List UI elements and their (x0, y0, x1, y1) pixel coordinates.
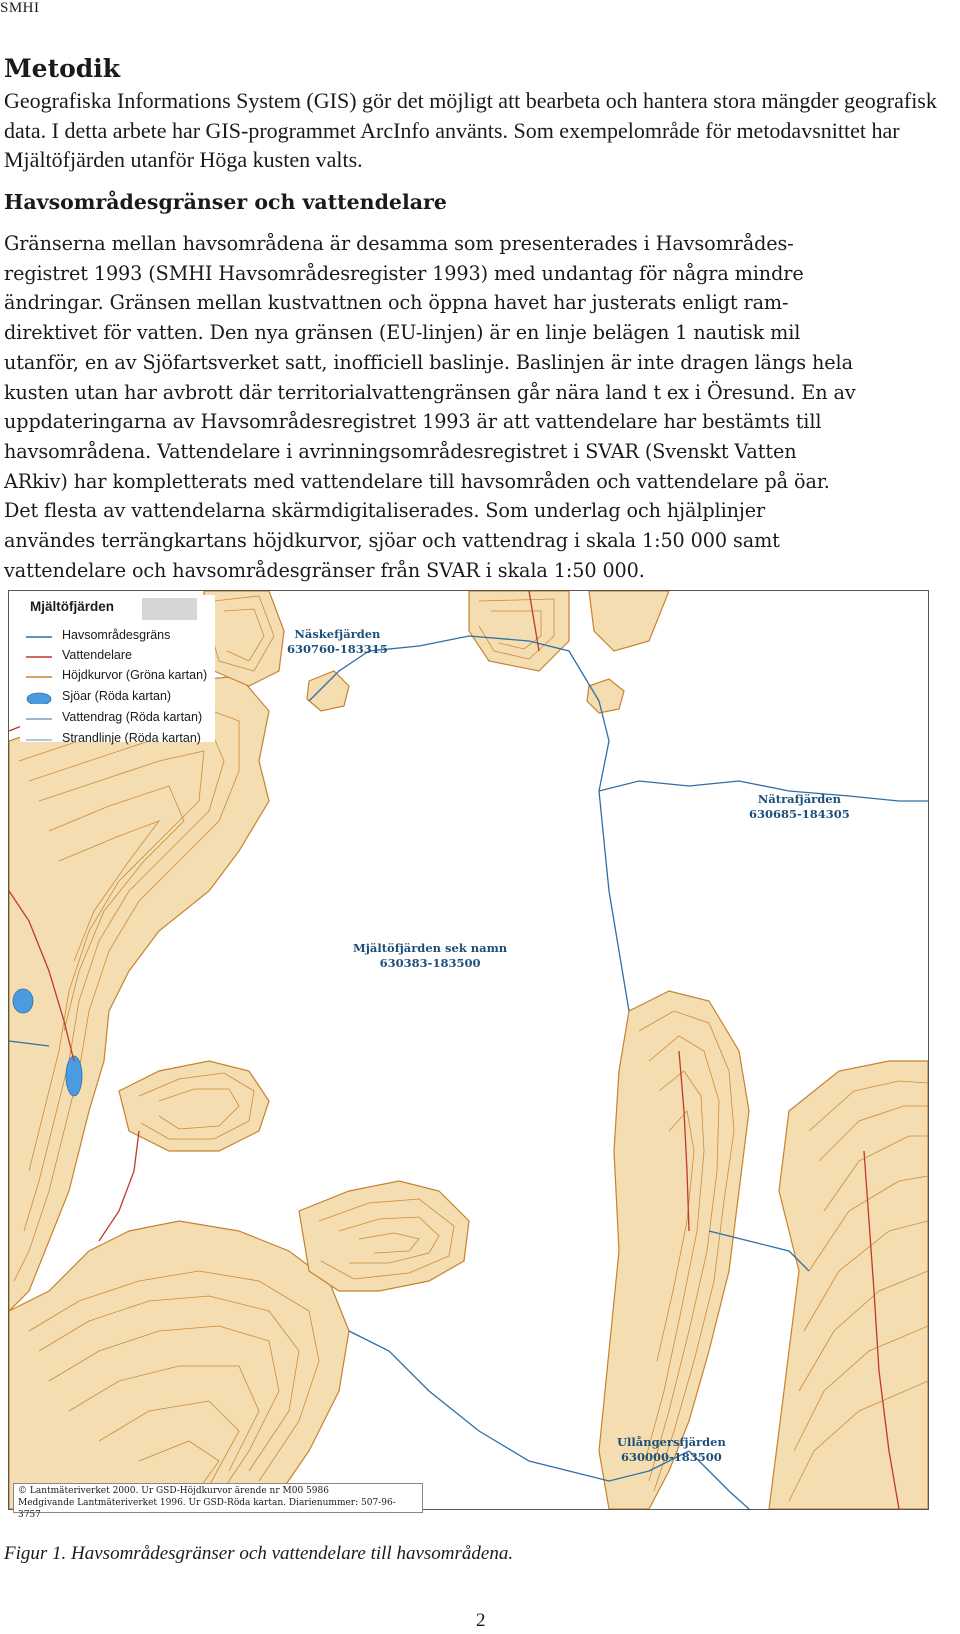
legend-item-label: Vattendelare (62, 648, 132, 662)
body-line: uppdateringarna av Havsområdesregistret 1993 är att vattendelare har bestämts till (4, 410, 822, 434)
body-line: Det flesta av vattendelarna skärmdigitaliserades. Som underlag och hjälplinjer (4, 499, 766, 523)
area-label-natrafjarden (749, 792, 850, 822)
body-line: ARkiv) har kompletterats med vattendelare till havsområden och vattendelare på öar. (4, 469, 830, 493)
body-line: registret 1993 (SMHI Havsområdesregister 1993) med undantag för några mindre (4, 261, 804, 285)
land-island-left (119, 1061, 269, 1151)
area-code: 630383-183500 (379, 956, 481, 970)
area-name: Mjältöfjärden sek namn (353, 941, 508, 955)
red-line-icon (26, 651, 52, 663)
lake (13, 989, 33, 1013)
map-legend (20, 595, 215, 745)
body-line: ändringar. Gränsen mellan kustvattnen och öppna havet har justerats enligt ram- (4, 291, 789, 315)
legend-item (26, 688, 216, 708)
land-northeast-island (589, 591, 669, 651)
stream-line-icon (26, 713, 52, 725)
page-header-org: SMHI (0, 0, 40, 16)
credit-line: Medgivande Lantmäteriverket 1996. Ur GSD-Röda kartan. Diarienummer: 507-96-3757 (18, 1498, 396, 1520)
body-line: Gränserna mellan havsområdena är desamma som presenterades i Havsområdes- (4, 232, 794, 255)
legend-item (26, 730, 216, 750)
lake-icon (26, 692, 52, 704)
section-title: Metodik (4, 54, 121, 83)
figure-caption: Figur 1. Havsområdesgränser och vattendelare till havsområdena. (4, 1543, 514, 1564)
legend-item-label: Havsområdesgräns (62, 628, 171, 642)
legend-item (26, 667, 216, 687)
legend-item (26, 709, 216, 729)
legend-item-label: Höjdkurvor (Gröna kartan) (62, 668, 208, 682)
body-line: vattendelare och havsområdesgränser från SVAR i skala 1:50 000. (4, 558, 645, 582)
land-southwest (9, 1221, 349, 1509)
land-small-island (307, 671, 349, 711)
legend-item-label: Sjöar (Röda kartan) (62, 689, 172, 703)
body-line: havsområdena. Vattendelare i avrinningsområdesregistret i SVAR (Svenskt Vatten (4, 439, 797, 463)
area-name: Ullångersfjärden (617, 1435, 726, 1449)
lake (66, 1056, 82, 1096)
body-line: kusten utan har avbrott där territorialvattengränsen går nära land t ex i Öresund. En av (4, 380, 856, 404)
map-figure (8, 590, 929, 1520)
legend-title: Mjältöfjärden (30, 599, 115, 614)
map-credit (13, 1483, 423, 1520)
area-name: Näskefjärden (294, 627, 381, 641)
area-code: 630760-183315 (287, 642, 388, 656)
body-line: direktivet för vatten. Den nya gränsen (EU-linjen) är en linje belägen 1 nautisk mil (4, 321, 801, 345)
legend-item (26, 627, 216, 647)
subsection-title: Havsområdesgränser och vattendelare (4, 190, 447, 214)
area-code: 630000-183500 (621, 1450, 722, 1464)
legend-item (26, 647, 216, 667)
legend-item-label: Vattendrag (Röda kartan) (62, 710, 203, 724)
land-central-island (299, 1181, 469, 1291)
blue-line-icon (26, 631, 52, 643)
legend-item-label: Strandlinje (Röda kartan) (62, 731, 201, 745)
area-label-naskefjarden (287, 627, 388, 657)
area-name: Nätrafjärden (757, 792, 841, 806)
area-label-mjaltofjarden (353, 941, 507, 971)
area-code: 630685-184305 (749, 807, 850, 821)
credit-line: © Lantmäteriverket 2000. Ur GSD-Höjdkurvor ärende nr M00 5986 (18, 1486, 329, 1496)
land-northwest (204, 591, 284, 686)
body-line: utanför, en av Sjöfartsverket satt, inofficiell baslinje. Baslinjen är inte dragen längs hela (4, 350, 853, 374)
land-east (769, 1061, 928, 1509)
section-intro: Geografiska Informations System (GIS) gör det möjligt att bearbeta och hantera stora mängder geografisk data. I detta arbete har GIS-programmet ArcInfo använts. Som exempelområde för metodavsnittet har Mjältöfjärden utanför Höga kusten valts. (4, 88, 937, 172)
contour-line-icon (26, 671, 52, 683)
land-west (9, 676, 269, 1311)
land-small-island (587, 679, 624, 713)
body-line: användes terrängkartans höjdkurvor, sjöar och vattendrag i skala 1:50 000 samt (4, 529, 780, 553)
page-number: 2 (476, 1610, 486, 1631)
area-label-ullangersfjarden (617, 1435, 726, 1465)
shoreline-icon (26, 734, 52, 746)
subsection-body (4, 229, 954, 585)
